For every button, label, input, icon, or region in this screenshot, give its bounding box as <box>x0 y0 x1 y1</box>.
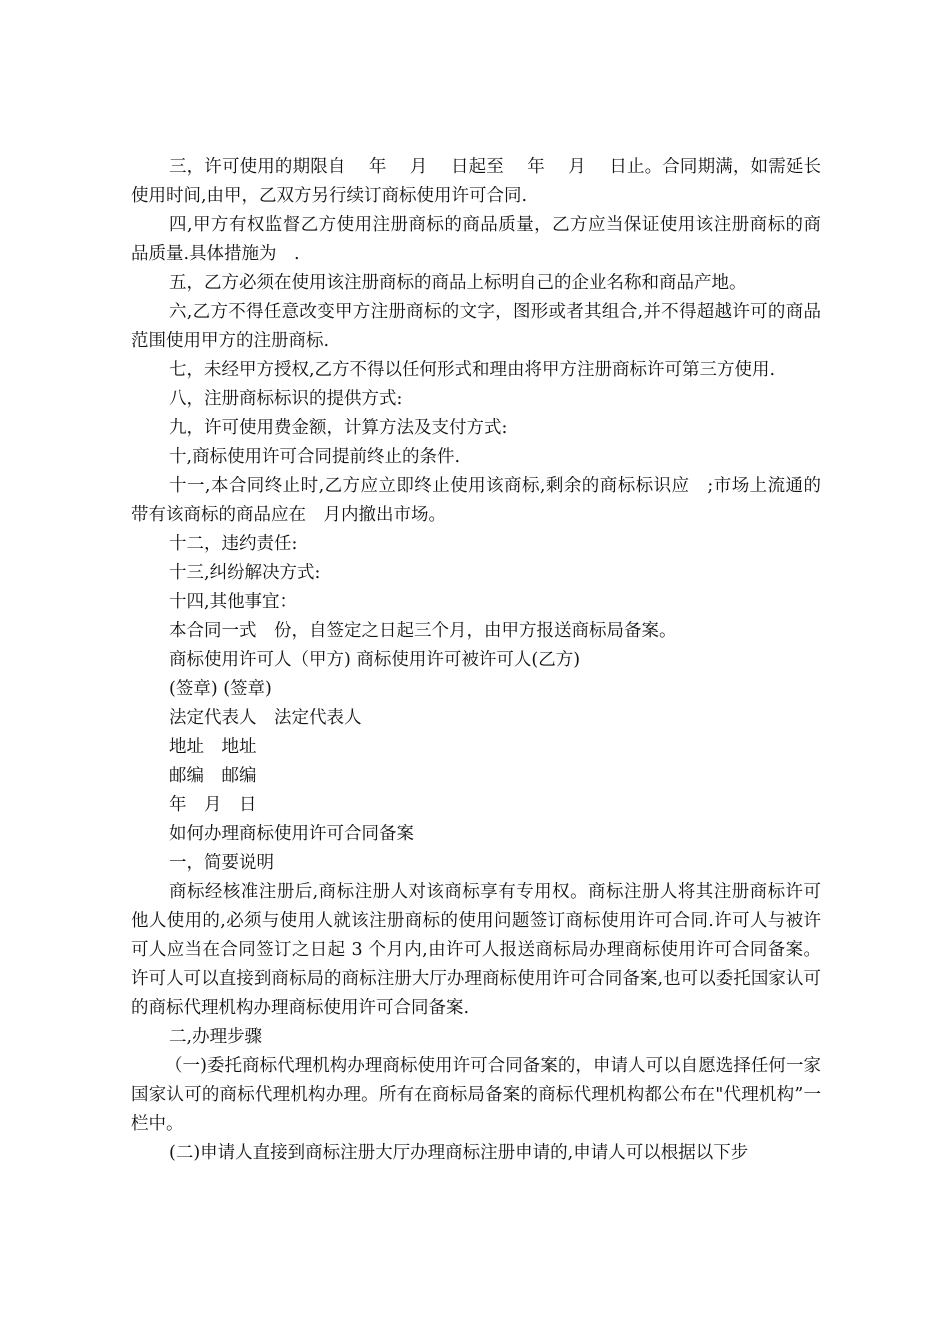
signature-parties: 商标使用许可人（甲方) 商标使用许可被许可人(乙方) <box>169 650 581 670</box>
signature-address: 地址 地址 <box>169 737 257 757</box>
paragraph-fee: 九，许可使用费金额，计算方法及支付方式: <box>169 418 508 438</box>
signature-representative: 法定代表人 法定代表人 <box>169 708 362 728</box>
paragraph-labeling: 五，乙方必须在使用该注册商标的商品上标明自己的企业名称和商品产地。 <box>169 273 747 293</box>
paragraph-term: 三，许可使用的期限自 年 月 日起至 年 月 日止。合同期满，如需延长使用时间,由甲，乙双方另行续订商标使用许可合同. <box>131 157 821 206</box>
section-heading: 如何办理商标使用许可合同备案 <box>169 824 414 844</box>
paragraph-no-sublicense: 七，未经甲方授权,乙方不得以任何形式和理由将甲方注册商标许可第三方使用. <box>169 360 776 380</box>
signature-seal: (签章) (签章) <box>169 679 272 699</box>
paragraph-agency-filing: （一)委托商标代理机构办理商标使用许可合同备案的，申请人可以自愿选择任何一家国家认可的商标代理机构办理。所有在商标局备案的商标代理机构都公布在"代理机构”一栏中。 <box>131 1056 821 1134</box>
paragraph-on-termination: 十一,本合同终止时,乙方应立即终止使用该商标,剩余的商标标识应 ;市场上流通的带有该商标的商品应在 月内撤出市场。 <box>131 476 821 525</box>
document-body <box>131 153 821 1168</box>
signature-postcode: 邮编 邮编 <box>169 766 257 786</box>
signature-date: 年 月 日 <box>169 795 257 815</box>
paragraph-quality-supervision: 四,甲方有权监督乙方使用注册商标的商品质量，乙方应当保证使用该注册商标的商品质量.具体措施为 . <box>131 215 821 264</box>
paragraph-other: 十四,其他事宜： <box>169 592 298 612</box>
paragraph-summary: 商标经核准注册后,商标注册人对该商标享有专用权。商标注册人将其注册商标许可他人使用的,必须与使用人就该注册商标的使用问题签订商标使用许可合同.许可人与被许可人应当在合同签订之日起 3 个月内,由许可人报送商标局办理商标使用许可合同备案。许可人可以直接到商标局的商标注册大厅办理商标使用许可合同备案,也可以委托国家认可的商标代理机构办理商标使用许可合同备案. <box>131 882 821 1018</box>
paragraph-label-supply: 八，注册商标标识的提供方式: <box>169 389 403 409</box>
paragraph-copies: 本合同一式 份，自签定之日起三个月，由甲方报送商标局备案。 <box>169 621 677 641</box>
paragraph-early-termination: 十,商标使用许可合同提前终止的条件. <box>169 447 461 467</box>
paragraph-no-alteration: 六,乙方不得任意改变甲方注册商标的文字，图形或者其组合,并不得超越许可的商品范围使用甲方的注册商标. <box>131 302 821 351</box>
subheading-steps: 二,办理步骤 <box>169 1027 263 1047</box>
paragraph-direct-filing: (二)申请人直接到商标注册大厅办理商标注册申请的,申请人可以根据以下步 <box>169 1143 749 1163</box>
paragraph-liability: 十二，违约责任: <box>169 534 298 554</box>
subheading-summary: 一，简要说明 <box>169 853 274 873</box>
paragraph-dispute: 十三,纠纷解决方式: <box>169 563 321 583</box>
